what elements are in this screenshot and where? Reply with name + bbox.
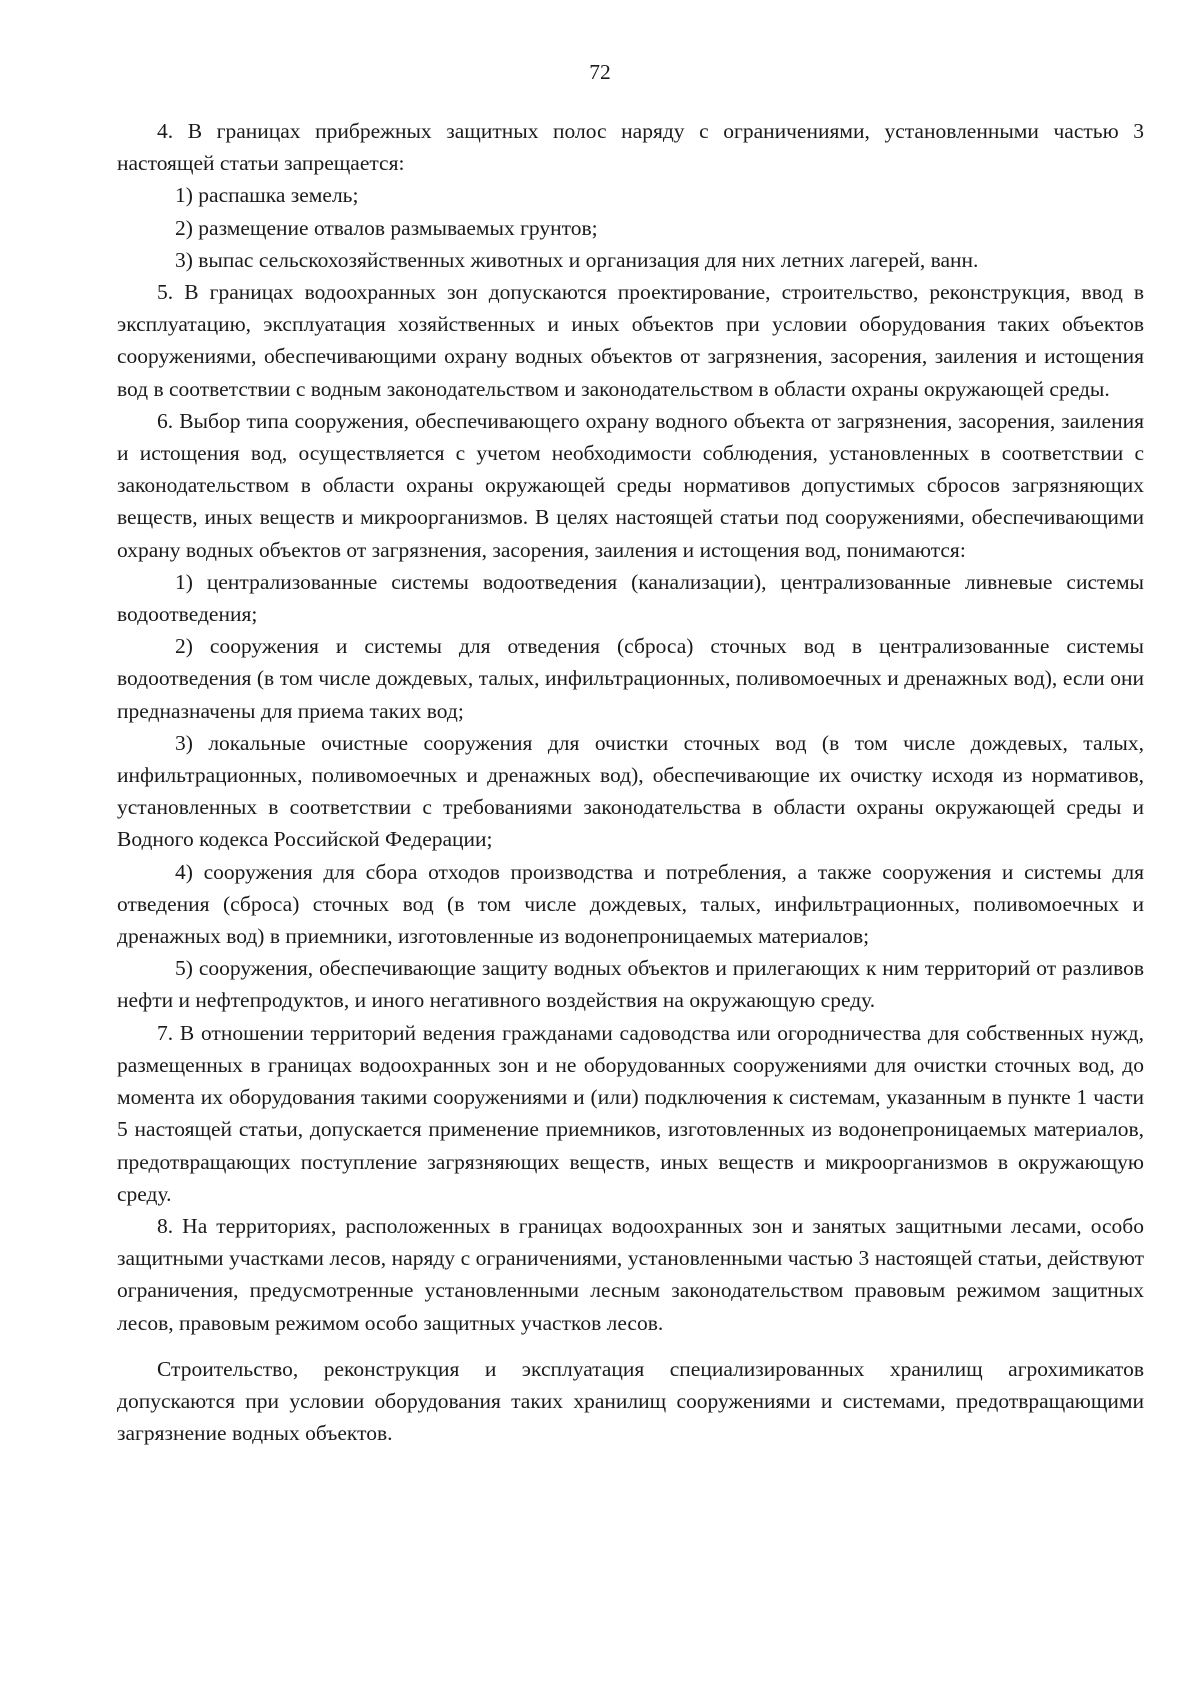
list-item-4-2: 2) размещение отвалов размываемых грунтов; xyxy=(175,215,598,240)
list-item-4-3: 3) выпас сельскохозяйственных животных и организация для них летних лагерей, ванн. xyxy=(175,247,979,272)
list-item-6-3: 3) локальные очистные сооружения для очистки сточных вод (в том числе дождевых, талых, инфильтрационных, поливомоечных и дренажных вод), обеспечивающие их очистку исходя из нормативов, установленных в соответствии с требованиями законодательства в области охраны окружающей среды и Водного кодекса Российской Федерации; xyxy=(117,730,1144,852)
list-item-6-5: 5) сооружения, обеспечивающие защиту водных объектов и прилегающих к ним территорий от разливов нефти и нефтепродуктов, и иного негативного воздействия на окружающую среду. xyxy=(117,956,1144,1013)
paragraph-item-7: 7. В отношении территорий ведения гражданами садоводства или огородничества для собственных нужд, размещенных в границах водоохранных зон и не оборудованных сооружениями для очистки сточных вод, до момента их оборудования такими сооружениями и (или) подключения к системам, указанным в пункте 1 части 5 настоящей статьи, допускается применение приемников, изготовленных из водонепроницаемых материалов, предотвращающих поступление загрязняющих веществ, иных веществ и микроорганизмов в окружающую среду. xyxy=(117,1020,1144,1206)
list-item-6-2: 2) сооружения и системы для отведения (сброса) сточных вод в централизованные системы водоотведения (в том числе дождевых, талых, инфильтрационных, поливомоечных и дренажных вод), если они предназначены для приема таких вод; xyxy=(117,634,1144,723)
list-item-4-1: 1) распашка земель; xyxy=(175,183,359,208)
paragraph-item-4: 4. В границах прибрежных защитных полос наряду с ограничениями, установленными частью 3 настоящей статьи запрещается: xyxy=(117,119,1144,176)
paragraph-item-5: 5. В границах водоохранных зон допускаются проектирование, строительство, реконструкция, ввод в эксплуатацию, эксплуатация хозяйственных и иных объектов при условии оборудования таких объектов сооружениями, обеспечивающими охрану водных объектов от загрязнения, засорения, заиления и истощения вод в соответствии с водным законодательством и законодательством в области охраны окружающей среды. xyxy=(117,280,1144,401)
paragraph-storage: Строительство, реконструкция и эксплуатация специализированных хранилищ агрохимикатов допускаются при условии оборудования таких хранилищ сооружениями и системами, предотвращающими загрязнение водных объектов. xyxy=(117,1356,1144,1446)
paragraph-item-8: 8. На территориях, расположенных в границах водоохранных зон и занятых защитными лесами, особо защитными участками лесов, наряду с ограничениями, установленными частью 3 настоящей статьи, действуют ограничения, предусмотренные установленными лесным законодательством правовым режимом защитных лесов, правовым режимом особо защитных участков лесов. xyxy=(117,1213,1144,1335)
list-item-6-1: 1) централизованные системы водоотведения (канализации), централизованные ливневые системы водоотведения; xyxy=(117,569,1144,627)
list-item-6-4: 4) сооружения для сбора отходов производства и потребления, а также сооружения и системы для отведения (сброса) сточных вод (в том числе дождевых, талых, инфильтрационных, поливомоечных и дренажных вод) в приемники, изготовленные из водонепроницаемых материалов; xyxy=(117,859,1144,949)
paragraph-item-6: 6. Выбор типа сооружения, обеспечивающего охрану водного объекта от загрязнения, засорения, заиления и истощения вод, осуществляется с учетом необходимости соблюдения, установленных в соответствии с законодательством в области охраны окружающей среды нормативов допустимых сбросов загрязняющих веществ, иных веществ и микроорганизмов. В целях настоящей статьи под сооружениями, обеспечивающими охрану водных объектов от загрязнения, засорения, заиления и истощения вод, понимаются: xyxy=(117,408,1144,562)
document-body xyxy=(117,115,1144,1449)
page-number: 72 xyxy=(589,60,611,84)
